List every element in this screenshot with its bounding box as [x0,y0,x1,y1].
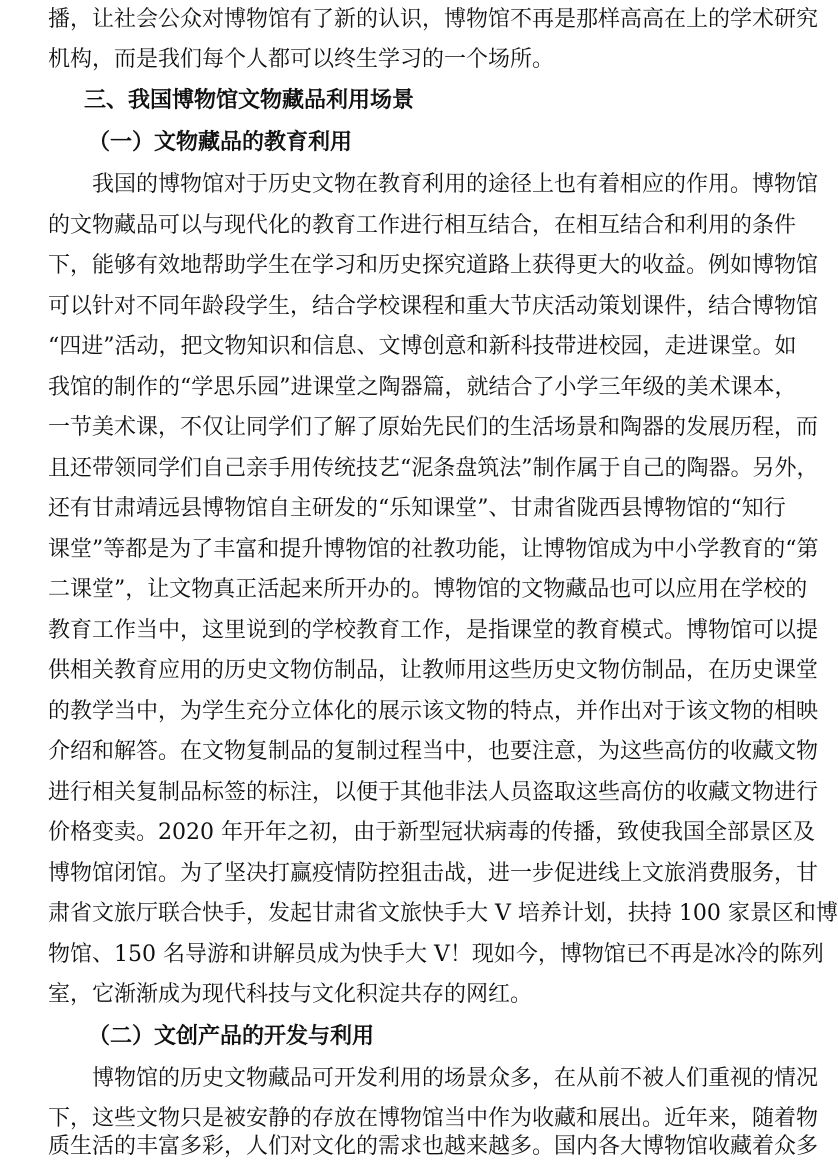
para1-line-19: 肃省文旅厅联合快手，发起甘肃省文旅快手大 V 培养计划，扶持 100 家景区和博 [48,901,838,926]
subsection-heading-2: （二）文创产品的开发与利用 [88,1024,375,1049]
para1-line-15: 介绍和解答。在文物复制品的复制过程当中，也要注意，为这些高仿的收藏文物 [48,739,819,764]
intro-line-1: 播，让社会公众对博物馆有了新的认识，博物馆不再是那样高高在上的学术研究 [48,7,819,32]
para1-line-4: 可以针对不同年龄段学生，结合学校课程和重大节庆活动策划课件，结合博物馆 [48,294,819,319]
para1-line-11: 二课堂”，让文物真正活起来所开办的。博物馆的文物藏品也可以应用在学校的 [48,577,808,602]
para1-line-21: 室，它渐渐成为现代科技与文化积淀共存的网红。 [48,982,533,1007]
section-heading: 三、我国博物馆文物藏品利用场景 [84,88,415,113]
para2-line-2: 下，这些文物只是被安静的存放在博物馆当中作为收藏和展出。近年来，随着物 [48,1106,819,1131]
para1-line-1: 我国的博物馆对于历史文物在教育利用的途径上也有着相应的作用。博物馆 [92,172,819,197]
para1-line-17: 价格变卖。2020 年开年之初，由于新型冠状病毒的传播，致使我国全部景区及 [48,820,815,845]
para1-line-6: 我馆的制作的“学思乐园”进课堂之陶器篇，就结合了小学三年级的美术课本， [48,375,797,400]
para1-line-16: 进行相关复制品标签的标注，以便于其他非法人员盗取这些高仿的收藏文物进行 [48,780,819,805]
para1-line-5: “四进”活动，把文物知识和信息、文博创意和新科技带进校园，走进课堂。如 [48,334,797,359]
para1-line-14: 的教学当中，为学生充分立体化的展示该文物的特点，并作出对于该文物的相映 [48,699,819,724]
para1-line-3: 下，能够有效地帮助学生在学习和历史探究道路上获得更大的收益。例如博物馆 [48,253,819,278]
para2-line-3: 质生活的丰富多彩，人们对文化的需求也越来越多。国内各大博物馆收藏着众多 [48,1134,819,1159]
para1-line-13: 供相关教育应用的历史文物仿制品，让教师用这些历史文物仿制品，在历史课堂 [48,658,819,683]
para1-line-9: 还有甘肃靖远县博物馆自主研发的“乐知课堂”、甘肃省陇西县博物馆的“知行 [48,496,786,521]
para1-line-10: 课堂”等都是为了丰富和提升博物馆的社教功能，让博物馆成为中小学教育的“第 [48,537,819,562]
intro-line-2: 机构，而是我们每个人都可以终生学习的一个场所。 [48,47,555,72]
para1-line-8: 且还带领同学们自己亲手用传统技艺“泥条盘筑法”制作属于自己的陶器。另外， [48,456,819,481]
subsection-heading-1: （一）文物藏品的教育利用 [88,130,353,155]
para1-line-12: 教育工作当中，这里说到的学校教育工作，是指课堂的教育模式。博物馆可以提 [48,618,819,643]
para1-line-7: 一节美术课，不仅让同学们了解了原始先民们的生活场景和陶器的发展历程，而 [48,415,819,440]
para1-line-20: 物馆、150 名导游和讲解员成为快手大 V！现如今，博物馆已不再是冰冷的陈列 [48,942,824,967]
para1-line-18: 博物馆闭馆。为了坚决打赢疫情防控狙击战，进一步促进线上文旅消费服务，甘 [48,861,819,886]
para1-line-2: 的文物藏品可以与现代化的教育工作进行相互结合，在相互结合和利用的条件 [48,213,797,238]
para2-line-1: 博物馆的历史文物藏品可开发利用的场景众多，在从前不被人们重视的情况 [92,1066,819,1091]
